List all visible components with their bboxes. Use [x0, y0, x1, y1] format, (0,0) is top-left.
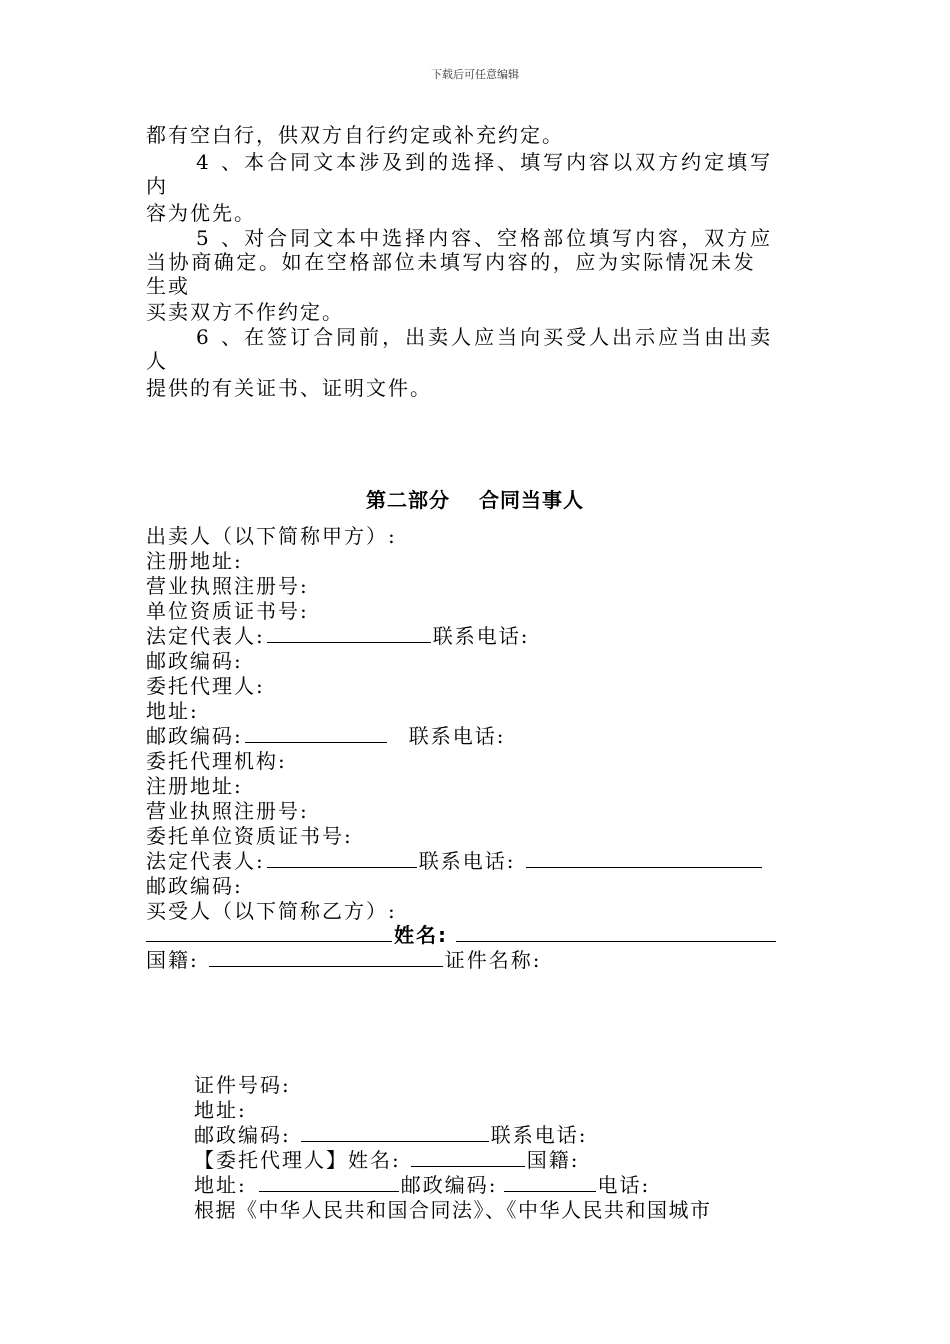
page-header: 下载后可任意编辑 — [431, 68, 519, 81]
seller-heading: 出卖人（以下简称甲方）: — [146, 524, 397, 548]
buyer-agent-postcode-label: 邮政编码: — [400, 1173, 498, 1197]
agent-postcode-blank[interactable] — [245, 724, 387, 743]
agency-postcode: 邮政编码: — [146, 874, 243, 898]
buyer-phone-label: 联系电话: — [490, 1123, 588, 1147]
seller-legal-rep-row — [146, 624, 530, 648]
buyer-id-no: 证件号码: — [194, 1073, 291, 1097]
buyer-agent-nationality-label: 国籍: — [526, 1148, 580, 1172]
intro-line: 当协商确定。如在空格部位未填写内容的，应为实际情况未发 — [146, 250, 757, 274]
buyer-name-row — [146, 923, 778, 947]
agency-reg-address: 注册地址: — [146, 774, 243, 798]
intro-line: 容为优先。 — [146, 201, 256, 225]
buyer-postcode-blank[interactable] — [301, 1123, 489, 1142]
agency-phone-label: 联系电话: — [418, 849, 516, 873]
agency-legal-rep-label: 法定代表人: — [146, 849, 265, 873]
agency-license-no: 营业执照注册号: — [146, 799, 309, 823]
intro-line: 5 、对合同文本中选择内容、空格部位填写内容，双方应 — [196, 226, 774, 250]
buyer-agent-phone-label: 电话: — [597, 1173, 651, 1197]
buyer-heading: 买受人（以下简称乙方）: — [146, 899, 397, 923]
seller-legal-rep-label: 法定代表人: — [146, 624, 265, 648]
agency-qualification-no: 委托单位资质证书号: — [146, 824, 353, 848]
intro-line: 生或 — [146, 274, 190, 298]
buyer-name-blank[interactable] — [456, 923, 776, 942]
intro-line: 提供的有关证书、证明文件。 — [146, 376, 432, 400]
seller-agent: 委托代理人: — [146, 674, 265, 698]
seller-postcode: 邮政编码: — [146, 649, 243, 673]
seller-qualification-no: 单位资质证书号: — [146, 599, 309, 623]
seller-agent-postcode-row — [146, 724, 506, 748]
agent-postcode-label: 邮政编码: — [146, 724, 243, 748]
agency-legal-rep-blank[interactable] — [267, 849, 417, 868]
buyer-postcode-row — [194, 1123, 588, 1147]
buyer-agent-name-blank[interactable] — [411, 1148, 525, 1167]
intro-line: 都有空白行，供双方自行约定或补充约定。 — [146, 123, 564, 147]
buyer-nationality-row — [146, 948, 542, 972]
seller-reg-address: 注册地址: — [146, 549, 243, 573]
buyer-agent-address-label: 地址: — [194, 1173, 247, 1197]
legal-rep-blank[interactable] — [267, 624, 431, 643]
intro-line: 6 、在签订合同前，出卖人应当向买受人出示应当由出卖 — [196, 325, 774, 349]
buyer-name-label: 姓名: — [394, 923, 448, 947]
seller-address: 地址: — [146, 699, 199, 723]
buyer-agent-name-label: 【委托代理人】姓名: — [194, 1148, 401, 1172]
buyer-nationality-label: 国籍: — [146, 948, 199, 972]
agency-phone-blank[interactable] — [526, 849, 762, 868]
buyer-nationality-blank[interactable] — [209, 948, 443, 967]
section-title: 第二部分 合同当事人 — [366, 488, 584, 512]
seller-agency: 委托代理机构: — [146, 749, 287, 773]
agent-phone-label: 联系电话: — [408, 724, 506, 748]
buyer-postcode-label: 邮政编码: — [194, 1123, 291, 1147]
buyer-agent-address-blank[interactable] — [259, 1173, 399, 1192]
seller-phone-label: 联系电话: — [432, 624, 530, 648]
buyer-id-type-label: 证件名称: — [444, 948, 542, 972]
intro-line: 4 、本合同文本涉及到的选择、填写内容以双方约定填写 — [196, 150, 774, 174]
buyer-agent-row — [194, 1148, 580, 1172]
seller-license-no: 营业执照注册号: — [146, 574, 309, 598]
buyer-pre-blank[interactable] — [146, 923, 392, 942]
buyer-agent-postcode-blank[interactable] — [504, 1173, 596, 1192]
intro-line: 买卖双方不作约定。 — [146, 300, 344, 324]
buyer-address: 地址: — [194, 1098, 247, 1122]
buyer-agent-address-row — [194, 1173, 650, 1197]
intro-line: 内 — [146, 174, 168, 198]
basis-line: 根据《中华人民共和国合同法》、《中华人民共和国城市 — [194, 1198, 712, 1222]
agency-legal-rep-row — [146, 849, 764, 873]
intro-line: 人 — [146, 349, 168, 373]
